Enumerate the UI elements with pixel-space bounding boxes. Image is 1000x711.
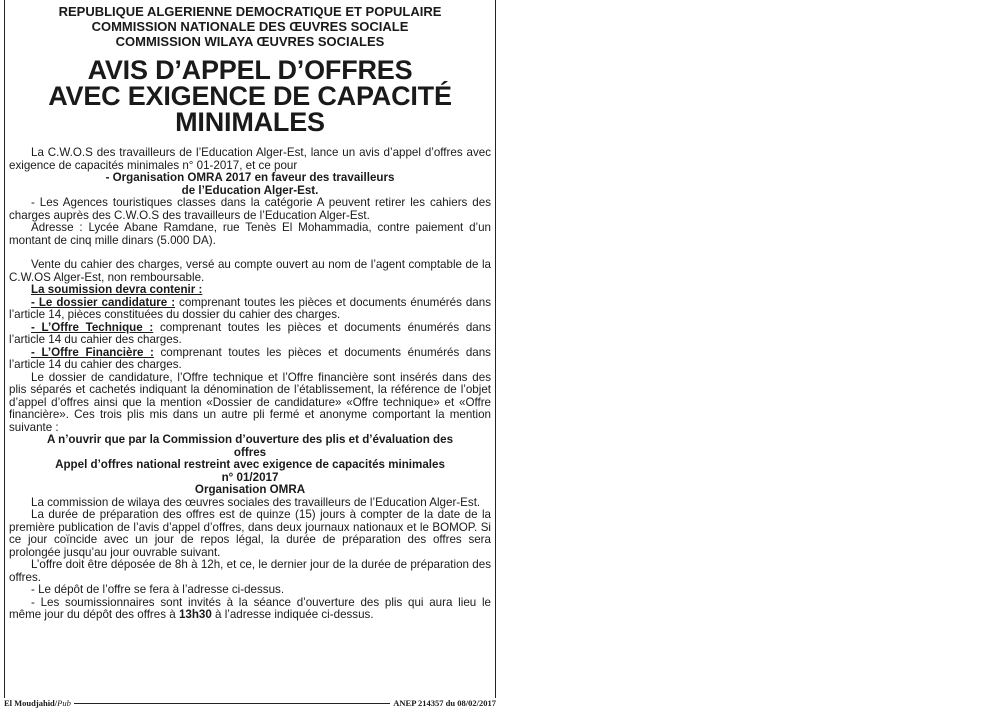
item-label: - L’Offre Financière : xyxy=(31,345,154,359)
item-text: comprenant toutes les pièces et documents énumérés dans l’article 14 du cahier des charges. xyxy=(9,320,491,346)
retrieval-paragraph: - Les Agences touristiques classes dans la catégorie A peuvent retirer les cahiers des charges auprès des C.W.O.S des travailleurs de l’Education Alger-Est. xyxy=(9,196,491,222)
footer-reference: ANEP 214357 du 08/02/2017 xyxy=(390,698,496,708)
sale-paragraph: Vente du cahier des charges, versé au compte ouvert au nom de l’agent comptable de la C.W.OS Alger-Est, non remboursable. xyxy=(9,258,491,284)
mention-line-3: Appel d’offres national restreint avec exigence de capacités minimales xyxy=(55,458,445,471)
subject-line-1: - Organisation OMRA 2017 en faveur des travailleurs xyxy=(105,171,395,184)
submission-item-candidature xyxy=(9,297,491,322)
submission-item-financiere xyxy=(9,347,491,372)
mention-line-1: A n’ouvrir que par la Commission d’ouverture des plis et d’évaluation des xyxy=(46,433,454,446)
item-text: comprenant toutes les pièces et documents énumérés dans l’article 14, pièces constituées du dossier du cahier des charges. xyxy=(9,295,491,321)
header-line-3: COMMISSION WILAYA ŒUVRES SOCIALES xyxy=(115,34,385,49)
item-text: comprenant toutes les pièces et documents énumérés dans l’article 14 du cahier des charges. xyxy=(9,345,491,371)
opening-time: 13h30 xyxy=(178,608,212,621)
title-line-2: AVEC EXIGENCE DE CAPACITÉ xyxy=(48,81,452,111)
title-line-1: AVIS D’APPEL D’OFFRES xyxy=(87,55,413,85)
mention-line-5: Organisation OMRA xyxy=(194,483,306,496)
opening-text: - Les soumissionnaires sont invités à la séance d’ouverture des plis qui aura lieu le même jour du dépôt des offres à xyxy=(9,595,491,621)
closing-commission: La commission de wilaya des œuvres sociales des travailleurs de l’Education Alger-Est. xyxy=(31,495,481,509)
closing-deposit-time: L’offre doit être déposée de 8h à 12h, et ce, le dernier jour de la durée de préparation des offres. xyxy=(9,558,491,584)
notice-header xyxy=(9,4,491,49)
notice-frame xyxy=(4,0,496,702)
mention-line-2: offres xyxy=(233,445,267,459)
opening-text-end: à l’adresse indiquée ci-dessus. xyxy=(211,608,374,621)
envelopes-paragraph: Le dossier de candidature, l’Offre technique et l’Offre financière sont insérés dans des plis séparés et cachetés indiquant la dénomination de l’établissement, la référence de l’objet d’appel d’offres ainsi que la mention «Dossier de candidature» «Offre technique» et «Offre financière». Ces trois plis mis dans un autre pli fermé et anonyme comportant la mention suivante : xyxy=(9,370,491,434)
header-line-2: COMMISSION NATIONALE DES ŒUVRES SOCIALE xyxy=(91,19,409,34)
notice-title xyxy=(9,57,491,135)
title-line-3: MINIMALES xyxy=(175,107,325,137)
submission-heading: La soumission devra contenir : xyxy=(31,283,203,296)
item-label: - Le dossier candidature : xyxy=(31,295,176,309)
newspaper-section: Pub xyxy=(57,698,71,708)
intro-paragraph: La C.W.O.S des travailleurs de l’Education Alger-Est, lance un avis d’appel d’offres avec exigence de capacités minimales n° 01-2017, et ce pour xyxy=(9,146,491,172)
header-line-1: REPUBLIQUE ALGERIENNE DEMOCRATIQUE ET POPULAIRE xyxy=(58,4,442,19)
footer-newspaper xyxy=(4,698,74,708)
subject-line-2: de l’Education Alger-Est. xyxy=(181,183,319,197)
item-label: - L’Offre Technique : xyxy=(31,320,154,334)
newspaper-name: El Moudjahid/ xyxy=(4,698,58,708)
closing-opening-session xyxy=(9,597,491,622)
mention-line-4: n° 01/2017 xyxy=(221,470,279,484)
closing-duration: La durée de préparation des offres est de quinze (15) jours à compter de la date de la première publication de l’avis d’appel d’offres, dans deux journaux nationaux et le BOMOP. Si ce jour coïncide avec un jour de repos légal, la durée de préparation des offres sera prolongée jusqu’au jour ouvrable suivant. xyxy=(9,508,491,559)
notice-content xyxy=(5,0,495,622)
closing-deposit-address: - Le dépôt de l’offre se fera à l’adresse ci-dessus. xyxy=(31,583,285,596)
address-paragraph: Adresse : Lycée Abane Ramdane, rue Tenès El Mohammadia, contre paiement d’un montant de cinq mille dinars (5.000 DA). xyxy=(9,221,491,247)
notice-footer xyxy=(4,698,496,710)
submission-item-technique xyxy=(9,322,491,347)
